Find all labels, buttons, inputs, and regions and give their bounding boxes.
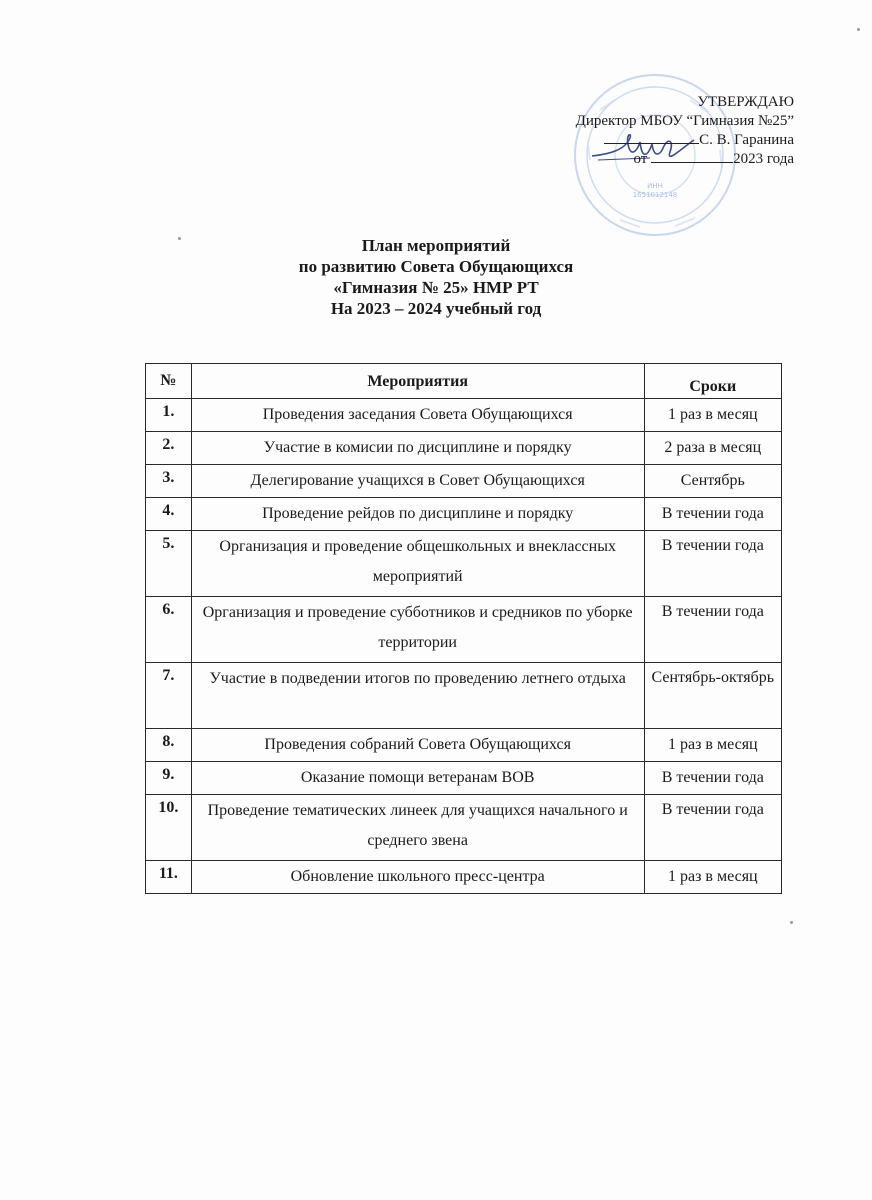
row-term: В течении года <box>644 795 781 861</box>
row-number: 7. <box>146 663 192 729</box>
row-term: 1 раз в месяц <box>644 729 781 762</box>
approval-block <box>576 93 794 169</box>
row-number: 9. <box>146 762 192 795</box>
scan-speck <box>857 28 860 31</box>
table-row <box>146 597 782 663</box>
table-row <box>146 795 782 861</box>
row-term: Сентябрь-октябрь <box>644 663 781 729</box>
row-event: Проведение тематических линеек для учащихся начального и среднего звена <box>191 795 644 861</box>
table-row <box>146 498 782 531</box>
table-row <box>146 465 782 498</box>
document-heading <box>0 235 872 319</box>
header-number: № <box>146 364 192 399</box>
row-number: 3. <box>146 465 192 498</box>
approval-signature-line <box>576 131 794 150</box>
row-event: Проведения собраний Совета Обущающихся <box>191 729 644 762</box>
row-number: 6. <box>146 597 192 663</box>
table-row <box>146 729 782 762</box>
header-term: Сроки <box>644 364 781 399</box>
approval-position: Директор МБОУ “Гимназия №25” <box>575 113 794 129</box>
row-event: Организация и проведение субботников и средников по уборке территории <box>191 597 644 663</box>
row-term: 1 раз в месяц <box>644 399 781 432</box>
row-event: Организация и проведение общешкольных и внеклассных мероприятий <box>191 531 644 597</box>
table-row <box>146 531 782 597</box>
row-term: В течении года <box>644 498 781 531</box>
approval-date-line <box>576 150 794 169</box>
approval-name: С. В. Гаранина <box>699 132 794 148</box>
header-event: Мероприятия <box>191 364 644 399</box>
heading-line-3: «Гимназия № 25» НМР РТ <box>333 278 539 297</box>
row-number: 10. <box>146 795 192 861</box>
table-header-row <box>146 364 782 399</box>
scan-speck <box>178 237 181 240</box>
row-number: 8. <box>146 729 192 762</box>
date-prefix: от <box>633 151 648 167</box>
stamp-inn-value: 1651012148 <box>632 191 678 199</box>
plan-table <box>145 363 782 894</box>
row-event: Проведения заседания Совета Обущающихся <box>191 399 644 432</box>
row-number: 11. <box>146 861 192 894</box>
row-number: 4. <box>146 498 192 531</box>
row-term: 2 раза в месяц <box>644 432 781 465</box>
table-row <box>146 432 782 465</box>
heading-line-4: На 2023 – 2024 учебный год <box>330 299 542 318</box>
row-term: В течении года <box>644 762 781 795</box>
approval-title: УТВЕРЖДАЮ <box>697 94 794 110</box>
signature-blank <box>604 131 699 144</box>
table-row <box>146 762 782 795</box>
table-row <box>146 399 782 432</box>
heading-line-2: по развитию Совета Обущающихся <box>298 257 574 276</box>
stamp-inn-label: ИНН <box>647 182 663 190</box>
row-event: Делегирование учащихся в Совет Обущающихся <box>191 465 644 498</box>
row-term: В течении года <box>644 597 781 663</box>
date-suffix: 2023 года <box>733 151 794 167</box>
table-row <box>146 663 782 729</box>
row-event: Проведение рейдов по дисциплине и порядку <box>191 498 644 531</box>
heading-line-1: План мероприятий <box>361 236 511 255</box>
row-term: В течении года <box>644 531 781 597</box>
date-blank <box>651 150 733 163</box>
row-event: Участие в комисии по дисциплине и порядку <box>191 432 644 465</box>
scan-speck <box>790 921 793 924</box>
row-term: 1 раз в месяц <box>644 861 781 894</box>
row-number: 5. <box>146 531 192 597</box>
row-event: Обновление школьного пресс-центра <box>191 861 644 894</box>
row-number: 1. <box>146 399 192 432</box>
row-event: Участие в подведении итогов по проведению летнего отдыха <box>191 663 644 729</box>
row-term: Сентябрь <box>644 465 781 498</box>
row-number: 2. <box>146 432 192 465</box>
row-event: Оказание помощи ветеранам ВОВ <box>191 762 644 795</box>
table-row <box>146 861 782 894</box>
